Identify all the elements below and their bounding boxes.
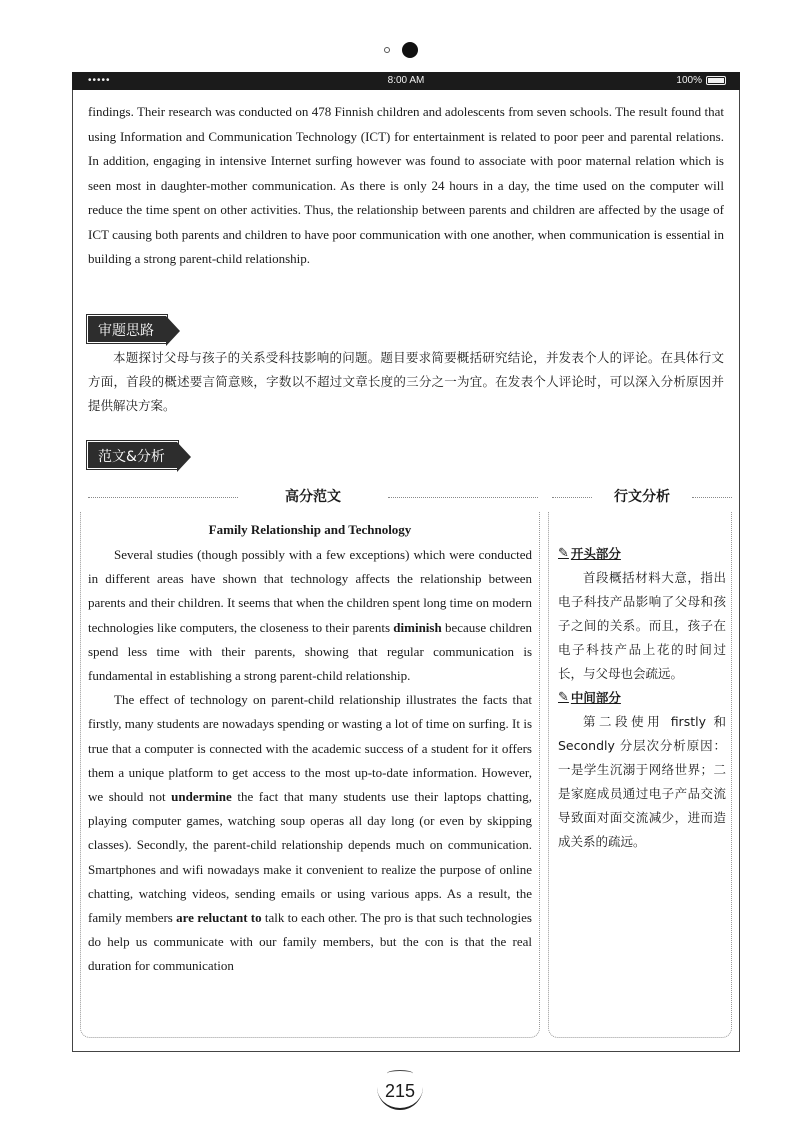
review-text: 本题探讨父母与孩子的关系受科技影响的问题。题目要求简要概括研究结论，并发表个人的评论。在具体行文方面，首段的概述要言简意赅，字数以不超过文章长度的三分之一为宜。在发表个人评论时，可以深入分析原因并提供解决方案。 <box>88 350 724 413</box>
analysis-column-header <box>552 486 732 508</box>
analysis-part-2-label: ✎ 中间部分 <box>558 686 726 710</box>
status-time: 8:00 AM <box>387 75 425 86</box>
essay-title: Family Relationship and Technology <box>208 522 412 537</box>
pen-icon: ✎ <box>558 546 569 561</box>
divider <box>88 497 238 498</box>
keyword-diminish: diminish <box>393 619 442 635</box>
analysis-part-2-text: 第二段使用 firstly 和 Secondly 分层次分析原因：一是学生沉溺于网络世界；二是家庭成员通过电子产品交流导致面对面交流减少，进而造成关系的疏远。 <box>558 714 726 849</box>
keyword-reluctant: are reluctant to <box>176 910 262 926</box>
signal-indicator: ••••• <box>88 75 111 86</box>
writing-analysis <box>558 542 726 854</box>
essay-column-header <box>88 486 538 508</box>
battery-status <box>676 75 726 86</box>
divider <box>692 497 732 498</box>
divider <box>552 497 592 498</box>
status-bar <box>72 72 740 90</box>
keyword-undermine: undermine <box>171 789 232 805</box>
essay-paragraph-1: Several studies (though possibly with a few exceptions) which were conducted in different areas have shown that technology affects the relationship between parents and their children. It seems that when the children spent long time on modern technologies like computers, the closeness to their parents diminish because children spend less time with their parents, showing that regular communication is fundamental in establishing a strong parent-child relationship. <box>88 547 532 684</box>
essay-paragraph-2: The effect of technology on parent-child relationship illustrates the facts that firstly, many students are nowadays spending or wasting a lot of time on surfing. It is true that a computer is connected with the academic success of a student for it offers them a unique platform to get access to the most up-to-date information. However, we should not undermine the fact that many students use their laptops chatting, playing computer games, watching soup operas all day long (or even by skipping classes). Secondly, the parent-child relationship depends much on communication. Smartphones and wifi nowadays make it convenient to realize the purpose of online chatting, watching videos, sending emails or using various apps. As a result, the family members are reluctant to talk to each other. The pro is that such technologies do help us communicate with our family members, but the con is that the real duration for communication <box>88 692 532 974</box>
battery-icon <box>706 76 726 85</box>
analysis-part-1-label: ✎ 开头部分 <box>558 542 726 566</box>
section-tag-model: 范文&分析 <box>88 442 177 468</box>
section-tag-review: 审题思路 <box>88 316 166 342</box>
intro-paragraph: findings. Their research was conducted on 478 Finnish children and adolescents from seven schools. The result found that using Information and Communication Technology (ICT) for entertainment is related to poor peer and parental relations. In addition, engaging in intensive Internet surfing however was found to associate with poor maternal relation which is seen most in daughter-mother communication. As there is only 24 hours in a day, the time used on the computer will reduce the time spent on other activities. Thus, the relationship between parents and children are affected by the usage of ICT causing both parents and children to have poor communication with one another, when communication is essential in building a strong parent-child relationship. <box>88 104 724 266</box>
page-number: 215 <box>377 1072 423 1110</box>
essay-column-title: 高分范文 <box>285 489 341 505</box>
divider <box>388 497 538 498</box>
camera-lens-icon <box>402 42 418 58</box>
analysis-column-title: 行文分析 <box>614 489 670 505</box>
model-essay <box>88 518 532 979</box>
sensor-dot-icon <box>384 47 390 53</box>
analysis-part-1-text: 首段概括材料大意，指出电子科技产品影响了父母和孩子之间的关系。而且，孩子在电子科技产品上花的时间过长，与父母也会疏远。 <box>558 570 726 681</box>
camera-icon <box>382 40 422 60</box>
pen-icon: ✎ <box>558 690 569 705</box>
battery-percent: 100% <box>676 75 702 86</box>
